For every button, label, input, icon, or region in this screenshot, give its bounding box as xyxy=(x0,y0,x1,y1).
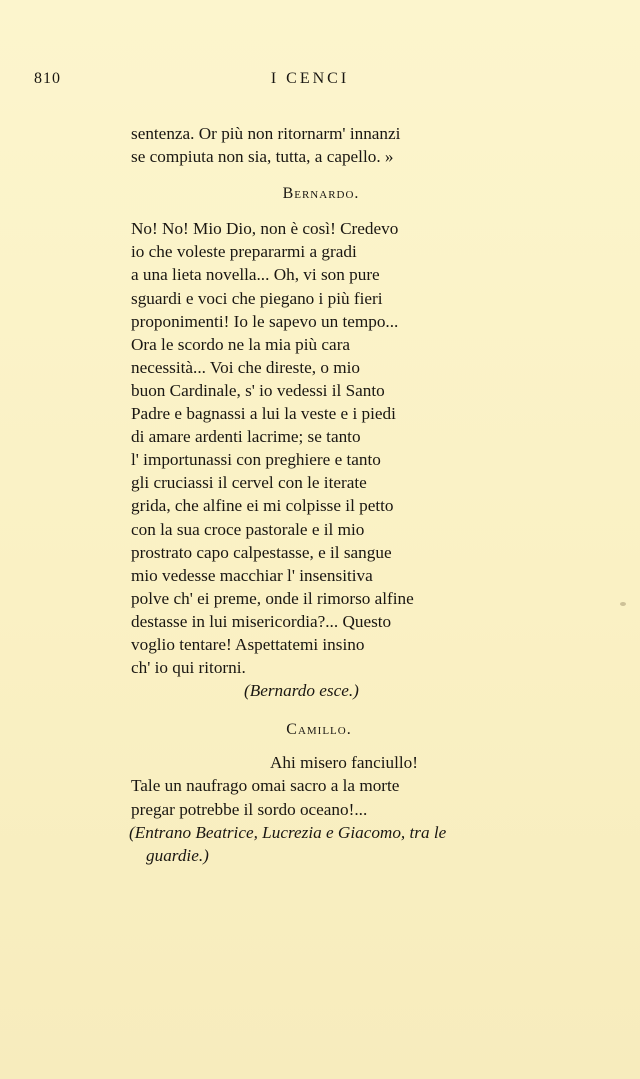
speaker-camillo: Camillo. xyxy=(286,721,352,739)
text-line: grida, che alfine ei mi colpisse il petto xyxy=(131,496,394,516)
text-line: Ahi misero fanciullo! xyxy=(270,753,418,773)
text-line: l' importunassi con preghiere e tanto xyxy=(131,450,381,470)
text-line: proponimenti! Io le sapevo un tempo... xyxy=(131,311,399,331)
text-line: gli cruciassi il cervel con le iterate xyxy=(131,473,367,493)
stage-direction-entry-cont: guardie.) xyxy=(146,845,209,865)
play-text xyxy=(131,122,511,867)
text-line: buon Cardinale, s' io vedessi il Santo xyxy=(131,380,385,400)
running-head: I CENCI xyxy=(270,70,350,87)
text-line: sguardi e voci che piegano i più fieri xyxy=(131,288,383,308)
text-line: Padre e bagnassi a lui la veste e i piedi xyxy=(131,404,396,424)
text-line: Ora le scordo ne la mia più cara xyxy=(131,334,351,354)
text-line: No! No! Mio Dio, non è così! Credevo xyxy=(131,219,399,239)
text-line: sentenza. Or più non ritornarm' innanzi xyxy=(131,124,401,143)
text-line: se compiuta non sia, tutta, a capello. » xyxy=(131,147,394,167)
text-line: voglio tentare! Aspettatemi insino xyxy=(131,634,365,654)
speaker-bernardo: Bernardo. xyxy=(282,185,360,203)
text-line: polve ch' ei preme, onde il rimorso alfine xyxy=(131,588,414,608)
text-line: destasse in lui misericordia?... Questo xyxy=(131,611,392,631)
page-header xyxy=(0,70,640,94)
text-line: necessità... Voi che direste, o mio xyxy=(131,357,360,377)
stage-direction-exit: (Bernardo esce.) xyxy=(244,681,359,701)
text-line: con la sua croce pastorale e il mio xyxy=(131,519,365,539)
stage-direction-entry: (Entrano Beatrice, Lucrezia e Giacomo, tra le xyxy=(129,822,447,842)
text-line: ch' io qui ritorni. xyxy=(131,658,246,678)
text-line: pregar potrebbe il sordo oceano!... xyxy=(131,799,368,819)
text-line: mio vedesse macchiar l' insensitiva xyxy=(131,565,373,585)
text-line: prostrato capo calpestasse, e il sangue xyxy=(131,542,392,562)
text-line: Tale un naufrago omai sacro a la morte xyxy=(131,776,400,796)
paper-smudge xyxy=(620,602,626,606)
text-line: io che voleste prepararmi a gradi xyxy=(131,242,357,262)
text-line: a una lieta novella... Oh, vi son pure xyxy=(131,265,380,285)
page-number: 810 xyxy=(34,70,61,87)
text-line: di amare ardenti lacrime; se tanto xyxy=(131,427,361,447)
